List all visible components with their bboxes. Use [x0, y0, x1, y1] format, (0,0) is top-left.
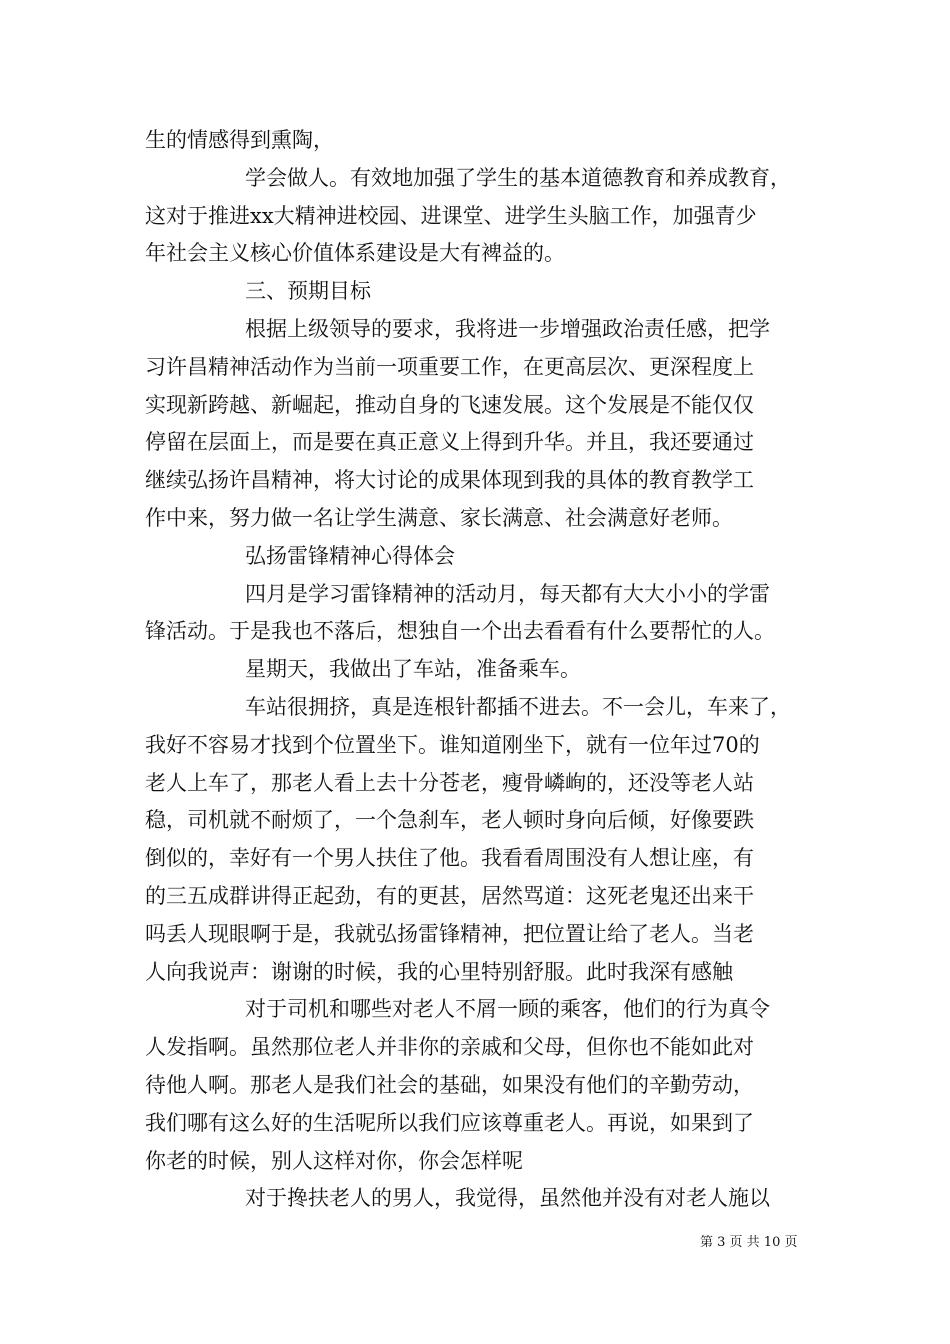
- text-line: 人发指啊。虽然那位老人并非你的亲戚和父母，但你也不能如此对: [145, 1035, 754, 1060]
- article-title: 弘扬雷锋精神心得体会: [245, 543, 455, 568]
- text-line: 星期天，我做出了车站，准备乘车。: [245, 657, 581, 682]
- text-line: 习许昌精神活动作为当前一项重要工作，在更高层次、更深程度上: [145, 354, 754, 379]
- text-line: 我们哪有这么好的生活呢所以我们应该尊重老人。再说，如果到了: [145, 1110, 754, 1135]
- text-line: 根据上级领导的要求，我将进一步增强政治责任感，把学: [245, 316, 770, 341]
- text-line: 继续弘扬许昌精神，将大讨论的成果体现到我的具体的教育教学工: [145, 468, 754, 493]
- text-line: 倒似的，幸好有一个男人扶住了他。我看看周围没有人想让座，有: [145, 846, 754, 871]
- text-line: 年社会主义核心价值体系建设是大有裨益的。: [145, 241, 565, 266]
- text-line: 老人上车了，那老人看上去十分苍老，瘦骨嶙峋的，还没等老人站: [145, 770, 754, 795]
- text-line: 作中来，努力做一名让学生满意、家长满意、社会满意好老师。: [145, 505, 733, 530]
- text-line: 的三五成群讲得正起劲，有的更甚，居然骂道：这死老鬼还出来干: [145, 883, 754, 908]
- text-line: 对于司机和哪些对老人不屑一顾的乘客，他们的行为真令: [245, 997, 770, 1022]
- text-line: 锋活动。于是我也不落后，想独自一个出去看看有什么要帮忙的人。: [145, 619, 775, 644]
- text-line: 待他人啊。那老人是我们社会的基础，如果没有他们的辛勤劳动，: [145, 1072, 754, 1097]
- text-line: 稳，司机就不耐烦了，一个急刹车，老人顿时身向后倾，好像要跌: [145, 808, 754, 833]
- document-body: [145, 122, 813, 1218]
- text-line: 人向我说声：谢谢的时候，我的心里特别舒服。此时我深有感触: [145, 959, 733, 984]
- section-heading: 三、预期目标: [245, 279, 371, 304]
- text-line: 吗丢人现眼啊于是，我就弘扬雷锋精神，把位置让给了老人。当老: [145, 921, 754, 946]
- text-line: 学会做人。有效地加强了学生的基本道德教育和养成教育，: [245, 165, 791, 190]
- text-line: 生的情感得到熏陶，: [145, 128, 334, 152]
- text-line: 这对于推进xx大精神进校园、进课堂、进学生头脑工作，加强青少: [145, 203, 757, 228]
- text-line: 四月是学习雷锋精神的活动月，每天都有大大小小的学雷: [245, 581, 770, 606]
- text-line: 停留在层面上，而是要在真正意义上得到升华。并且，我还要通过: [145, 430, 754, 455]
- text-line: 对于搀扶老人的男人，我觉得，虽然他并没有对老人施以: [245, 1186, 770, 1211]
- text-line: 车站很拥挤，真是连根针都插不进去。不一会儿，车来了，: [245, 694, 791, 719]
- text-line: 实现新跨越、新崛起，推动自身的飞速发展。这个发展是不能仅仅: [145, 392, 754, 417]
- text-line: 你老的时候，别人这样对你，你会怎样呢: [145, 1148, 523, 1173]
- text-line: 我好不容易才找到个位置坐下。谁知道刚坐下，就有一位年过70的: [145, 732, 760, 757]
- page-number: 第 3 页 共 10 页: [700, 1235, 798, 1250]
